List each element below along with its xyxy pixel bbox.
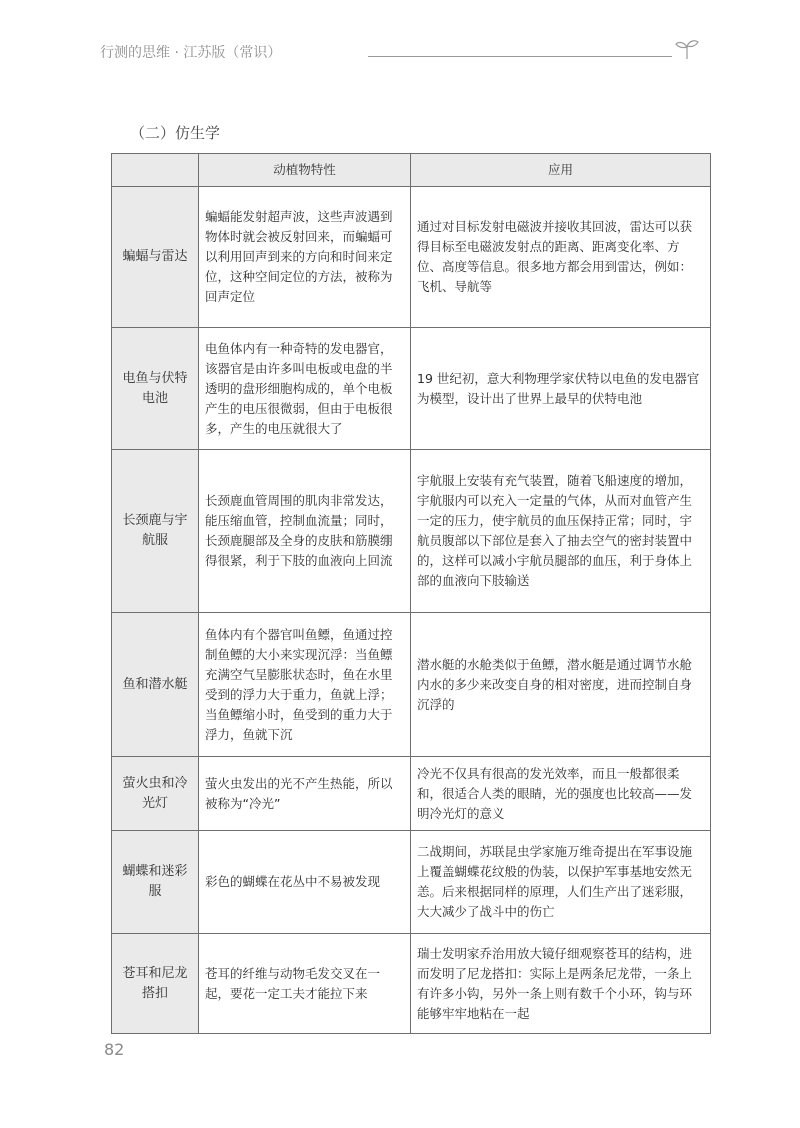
table-row [112,450,711,613]
bionics-table [111,153,711,1034]
row-name: 蝴蝶和迷彩服 [112,831,199,934]
table-row [112,328,711,450]
page-number: 82 [104,1040,125,1059]
row-name: 鱼和潜水艇 [112,613,199,757]
row-name: 苍耳和尼龙搭扣 [112,934,199,1034]
row-application: 通过对目标发射电磁波并接收其回波，雷达可以获得目标至电磁波发射点的距离、距离变化率、方位、高度等信息。很多地方都会用到雷达，例如：飞机、导航等 [411,187,711,328]
sprout-icon [674,38,700,60]
table-header-row [112,154,711,187]
table-row [112,757,711,831]
row-feature: 蝙蝠能发射超声波，这些声波遇到物体时就会被反射回来，而蝙蝠可以利用回声到来的方向和时间来定位，这种空间定位的方法，被称为回声定位 [199,187,411,328]
column-header-blank [112,154,199,187]
book-title: 行测的思维 · 江苏版（常识） [100,45,282,61]
table-row [112,831,711,934]
section-title: （二）仿生学 [130,124,221,142]
row-application: 宇航服上安装有充气装置，随着飞船速度的增加，宇航服内可以充入一定量的气体，从而对血管产生一定的压力，使宇航员的血压保持正常；同时，宇航员腹部以下部位是套入了抽去空气的密封装置中的，这样可以减小宇航员腿部的血压，利于身体上部的血液向下肢输送 [411,450,711,613]
table-row [112,187,711,328]
row-feature: 苍耳的纤维与动物毛发交叉在一起，要花一定工夫才能拉下来 [199,934,411,1034]
row-name: 长颈鹿与宇航服 [112,450,199,613]
row-application: 潜水艇的水舱类似于鱼鳔，潜水艇是通过调节水舱内水的多少来改变自身的相对密度，进而控制自身沉浮的 [411,613,711,757]
row-application: 19 世纪初，意大利物理学家伏特以电鱼的发电器官为模型，设计出了世界上最早的伏特电池 [411,328,711,450]
header-rule [368,56,672,57]
row-application: 冷光不仅具有很高的发光效率，而且一般都很柔和，很适合人类的眼睛，光的强度也比较高——发明冷光灯的意义 [411,757,711,831]
running-header [100,40,710,64]
row-feature: 萤火虫发出的光不产生热能，所以被称为“冷光” [199,757,411,831]
row-feature: 彩色的蝴蝶在花丛中不易被发现 [199,831,411,934]
column-header-application: 应用 [411,154,711,187]
row-name: 蝙蝠与雷达 [112,187,199,328]
column-header-feature: 动植物特性 [199,154,411,187]
row-application: 二战期间，苏联昆虫学家施万维奇提出在军事设施上覆盖蝴蝶花纹般的伪装，以保护军事基地安然无恙。后来根据同样的原理，人们生产出了迷彩服，大大减少了战斗中的伤亡 [411,831,711,934]
row-name: 电鱼与伏特电池 [112,328,199,450]
row-name: 萤火虫和冷光灯 [112,757,199,831]
table-row [112,934,711,1034]
row-feature: 长颈鹿血管周围的肌肉非常发达，能压缩血管，控制血流量；同时，长颈鹿腿部及全身的皮肤和筋膜绷得很紧，利于下肢的血液向上回流 [199,450,411,613]
row-application: 瑞士发明家乔治用放大镜仔细观察苍耳的结构，进而发明了尼龙搭扣：实际上是两条尼龙带，一条上有许多小钩，另外一条上则有数千个小环，钩与环能够牢牢地粘在一起 [411,934,711,1034]
row-feature: 鱼体内有个器官叫鱼鳔，鱼通过控制鱼鳔的大小来实现沉浮：当鱼鳔充满空气呈膨胀状态时，鱼在水里受到的浮力大于重力，鱼就上浮；当鱼鳔缩小时，鱼受到的重力大于浮力，鱼就下沉 [199,613,411,757]
row-feature: 电鱼体内有一种奇特的发电器官，该器官是由许多叫电板或电盘的半透明的盘形细胞构成的，单个电板产生的电压很微弱，但由于电板很多，产生的电压就很大了 [199,328,411,450]
table-row [112,613,711,757]
